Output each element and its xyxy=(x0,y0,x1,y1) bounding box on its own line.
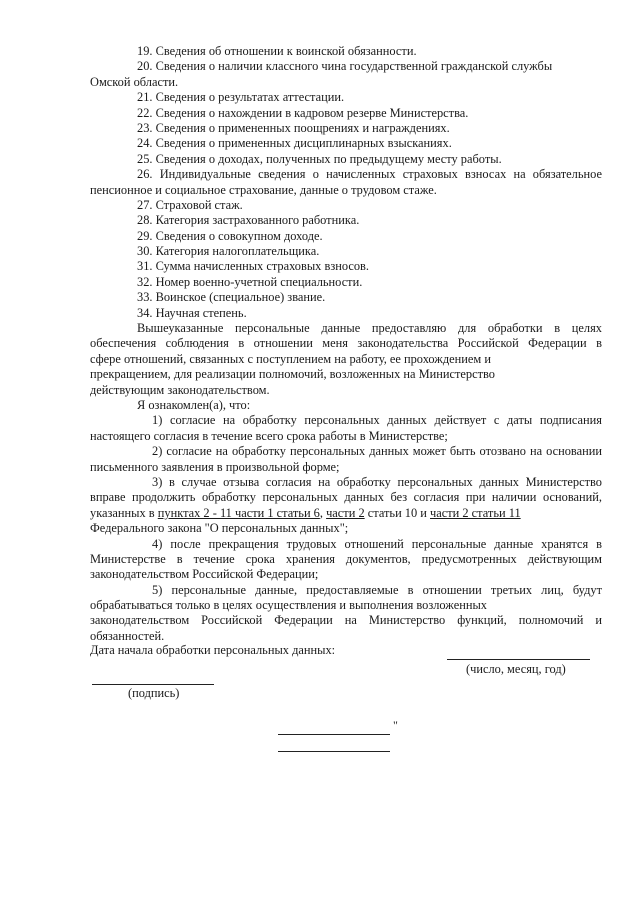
item-34: 34. Научная степень. xyxy=(137,305,247,320)
item-33: 33. Воинское (специальное) звание. xyxy=(137,290,326,305)
item-27: 27. Страховой стаж. xyxy=(137,197,243,212)
date-field-line[interactable] xyxy=(447,659,590,660)
purpose-line5: действующим законодательством. xyxy=(90,382,270,397)
law-link-article-6[interactable]: пунктах 2 - 11 части 1 статьи 6 xyxy=(157,505,320,520)
date-label: Дата начала обработки персональных данных: xyxy=(90,643,336,657)
item-30: 30. Категория налогоплательщика. xyxy=(137,244,320,259)
item-19: 19. Сведения об отношении к воинской обязанности. xyxy=(137,44,417,58)
item-32: 32. Номер военно-учетной специальности. xyxy=(137,274,363,289)
date-caption: (число, месяц, год) xyxy=(466,662,566,676)
document-body xyxy=(90,44,602,644)
item-20-line1 xyxy=(90,59,602,74)
clause-1-line2: настоящего согласия в течение всего срока работы в Министерстве; xyxy=(90,428,448,443)
item-22: 22. Сведения о нахождении в кадровом резерве Министерства. xyxy=(137,105,469,120)
item-24: 24. Сведения о примененных дисциплинарных взысканиях. xyxy=(137,136,452,151)
law-link-article-11[interactable]: части 2 статьи 11 xyxy=(430,505,521,520)
clause-3-text-b: , xyxy=(319,505,327,520)
name-field-line[interactable] xyxy=(278,734,390,735)
item-20-line2: Омской области. xyxy=(90,74,179,89)
clause-2-line2: письменного заявления в произвольной форме; xyxy=(90,459,340,474)
purpose-line1: Вышеуказанные персональные данные предоставляю для обработки в целях xyxy=(137,321,602,336)
quote-mark: " xyxy=(393,718,398,732)
item-29: 29. Сведения о совокупном доходе. xyxy=(137,228,323,243)
acknowledge-heading: Я ознакомлен(а), что: xyxy=(137,397,251,412)
item-25: 25. Сведения о доходах, полученных по предыдущему месту работы. xyxy=(137,151,502,166)
clause-5-line1: 5) персональные данные, предоставляемые в отношении третьих лиц, будут xyxy=(152,582,602,597)
clause-4-line3: законодательством Российской Федерации; xyxy=(90,567,319,582)
extra-field-line[interactable] xyxy=(278,751,390,752)
clause-4-line1: 4) после прекращения трудовых отношений персональные данные хранятся в xyxy=(152,536,602,551)
purpose-line3: сфере отношений, связанных с поступлением на работу, ее прохождением и xyxy=(90,351,491,366)
item-23: 23. Сведения о примененных поощрениях и награждениях. xyxy=(137,120,450,135)
purpose-line4: прекращением, для реализации полномочий, возложенных на Министерство xyxy=(90,367,495,382)
clause-3-line2: вправе продолжить обработку персональных данных без согласия при наличии оснований, xyxy=(90,490,602,505)
clause-3-line1: 3) в случае отзыва согласия на обработку персональных данных Министерство xyxy=(152,474,602,489)
law-link-article-10[interactable]: части 2 xyxy=(326,505,365,520)
clause-2-line1: 2) согласие на обработку персональных данных может быть отозвано на основании xyxy=(152,444,602,459)
item-20-text: 20. Сведения о наличии классного чина государственной гражданской службы xyxy=(137,59,553,74)
item-28: 28. Категория застрахованного работника. xyxy=(137,213,360,228)
item-26-line2: пенсионное и социальное страхование, данные о трудовом стаже. xyxy=(90,182,437,197)
item-21: 21. Сведения о результатах аттестации. xyxy=(137,90,345,105)
purpose-line2: обеспечения соблюдения в отношении меня законодательства Российской Федерации в xyxy=(90,336,602,351)
clause-5-line2: обрабатываться только в целях осуществления и выполнения возложенных xyxy=(90,598,487,613)
clause-5-line3: законодательством Российской Федерации на Министерство функций, полномочий и xyxy=(90,613,602,628)
clause-3-text-a: указанных в xyxy=(90,505,158,520)
clause-3-line3 xyxy=(90,506,602,521)
clause-4-line2: Министерстве в течение срока хранения документов, предусмотренных действующим xyxy=(90,551,602,566)
clause-1-line1: 1) согласие на обработку персональных данных действует с даты подписания xyxy=(152,413,602,428)
clause-3-text-c: статьи 10 и xyxy=(364,505,431,520)
item-26-line1: 26. Индивидуальные сведения о начисленных страховых взносах на обязательное xyxy=(137,167,602,182)
item-31: 31. Сумма начисленных страховых взносов. xyxy=(137,259,369,274)
clause-5-line4: обязанностей. xyxy=(90,628,165,643)
signature-caption: (подпись) xyxy=(128,686,180,700)
signature-field-line[interactable] xyxy=(92,684,214,685)
clause-3-line4: Федерального закона "О персональных данных"; xyxy=(90,521,349,536)
